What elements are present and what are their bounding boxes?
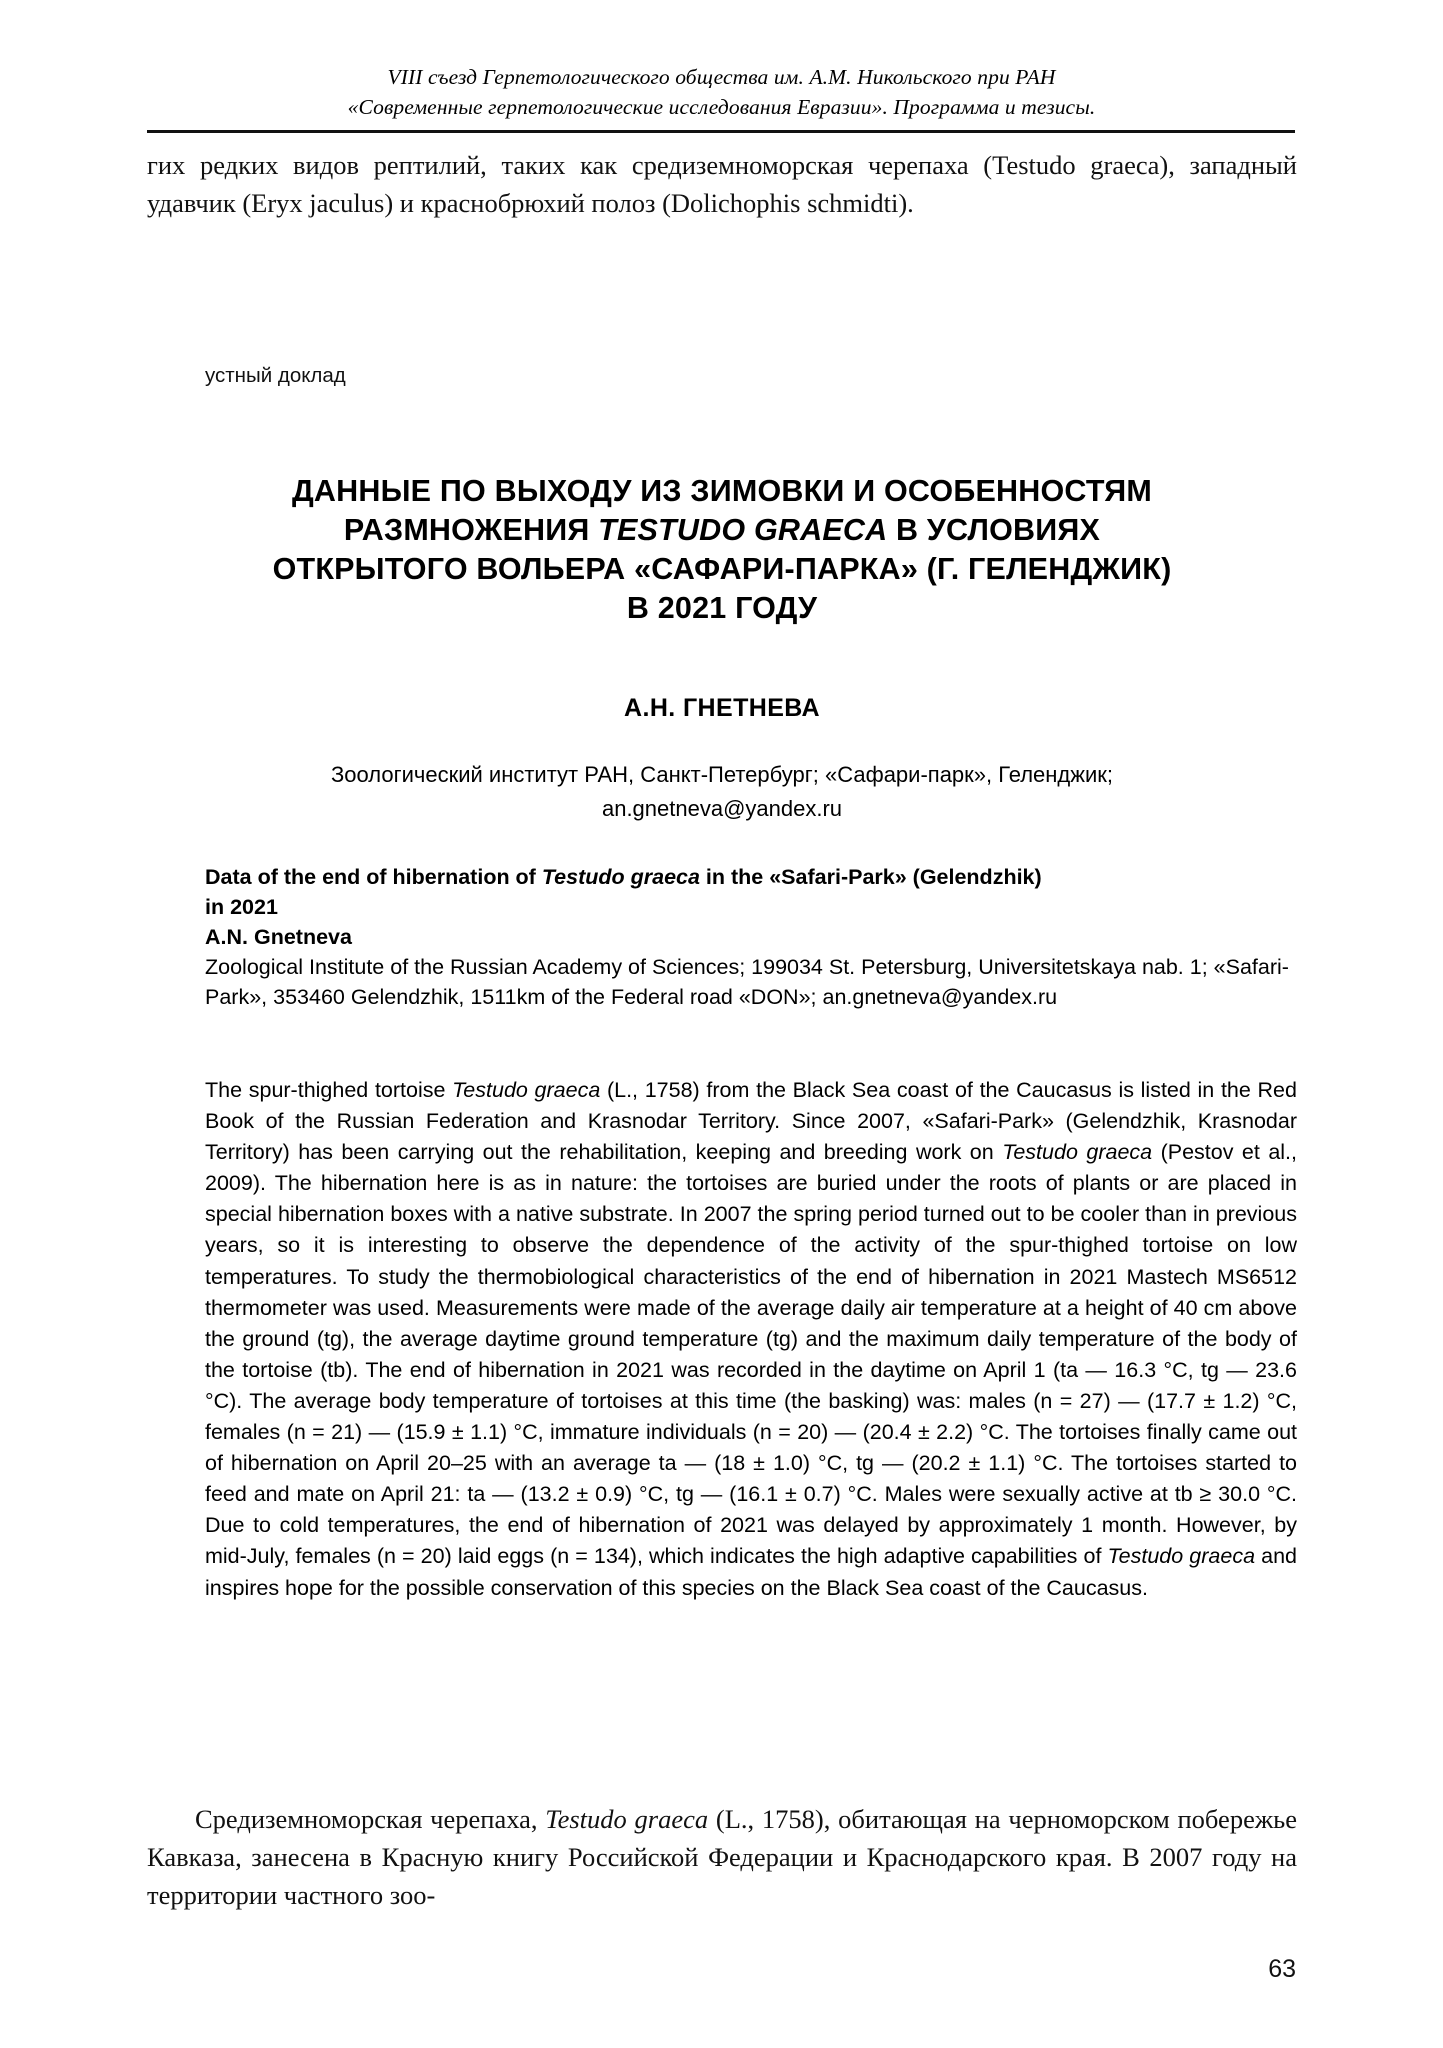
article-title-line-3: ОТКРЫТОГО ВОЛЬЕРА «САФАРИ-ПАРКА» (Г. ГЕЛЕНДЖИК) <box>272 552 1172 586</box>
english-abstract <box>205 1075 1297 1604</box>
body-paragraph-part-a: Средиземноморская черепаха, <box>195 1804 546 1834</box>
affiliation-english: Zoological Institute of the Russian Academy of Sciences; 199034 St. Petersburg, Universitetskaya nab. 1; «Safari-Park», 353460 Gelendzhik, 1511km of the Federal road «DON»; an.gnetneva@yandex.ru <box>205 955 1289 1009</box>
header-divider-rule <box>147 130 1295 133</box>
body-paragraph-species-name: Testudo graeca <box>545 1804 709 1834</box>
article-title-line-4: В 2021 ГОДУ <box>626 591 818 625</box>
english-abstract-species-2: Testudo graeca <box>1002 1140 1153 1165</box>
article-title-species-name: TESTUDO GRAECA <box>598 513 888 547</box>
english-title-species-name: Testudo graeca <box>541 865 700 889</box>
continued-paragraph-text: гих редких видов рептилий, таких как средиземноморская черепаха (Testudo graeca), западный удавчик (Eryx jaculus) и краснобрюхий полоз (Dolichophis schmidti). <box>147 150 1297 218</box>
affiliation-russian-line-1: Зоологический институт РАН, Санкт-Петербург; «Сафари-парк», Геленджик; <box>331 762 1113 787</box>
affiliation-russian <box>147 758 1297 826</box>
article-title-line-2-pre: РАЗМНОЖЕНИЯ <box>343 513 599 547</box>
english-abstract-part-a: The spur-thighed tortoise <box>205 1078 453 1102</box>
english-abstract-part-c: (Pestov et al., 2009). The hibernation here is as in nature: the tortoises are buried under the roots of plants or are placed in special hibernation boxes with a native substrate. In 2007 the spring period turned out to be cooler than in previous years, so it is interesting to observe the dependence of the activity of the spur-thighed tortoise on low temperatures. To study the thermobiological characteristics of the end of hibernation in 2021 Mastech MS6512 thermometer was used. Measurements were made of the average daily air temperature at a height of 40 cm above the ground (tg), the average daytime ground temperature (tg) and the maximum daily temperature of the body of the tortoise (tb). The end of hibernation in 2021 was recorded in the daytime on April 1 (ta — 16.3 °C, tg — 23.6 °C). The average body temperature of tortoises at this time (the basking) was: males (n = 27) — (17.7 ± 1.2) °C, females (n = 21) — (15.9 ± 1.1) °C, immature individuals (n = 20) — (20.4 ± 2.2) °C. The tortoises finally came out of hibernation on April 20–25 with an average ta — (18 ± 1.0) °C, tg — (20.2 ± 1.1) °C. The tortoises started to feed and mate on April 21: ta — (13.2 ± 0.9) °C, tg — (16.1 ± 0.7) °C. Males were sexually active at tb ≥ 30.0 °C. Due to cold temperatures, the end of hibernation of 2021 was delayed by approximately 1 month. However, by mid-July, females (n = 20) laid eggs (n = 134), which indicates the high adaptive capabilities of <box>205 1140 1298 1569</box>
affiliation-russian-email: an.gnetneva@yandex.ru <box>601 796 843 821</box>
english-abstract-part-b: (L., 1758) from the Black Sea coast of the Caucasus is listed in the Red Book of the Russian Federation and Krasnodar Territory. Since 2007, «Safari-Park» (Gelendzhik, Krasnodar Territory) has been carrying out the rehabilitation, keeping and breeding work on <box>205 1078 1297 1165</box>
running-header-line-2: «Современные герпетологические исследования Евразии». Программа и тезисы. <box>347 95 1096 119</box>
body-paragraph-russian <box>147 1800 1297 1914</box>
continued-paragraph-russian <box>147 146 1297 222</box>
english-abstract-species-3: Testudo graeca <box>1107 1544 1256 1569</box>
english-head-block <box>205 862 1295 1012</box>
author-name-russian: А.Н. ГНЕТНЕВА <box>624 694 820 722</box>
article-title-line-2-post: В УСЛОВИЯХ <box>887 513 1101 547</box>
body-paragraph-part-b: (L., 1758), обитающая на черноморском побережье Кавказа, занесена в Красную книгу Российской Федерации и Краснодарского края. В 2007 году на территории частного зоо- <box>147 1804 1297 1910</box>
english-abstract-part-d: and inspires hope for the possible conservation of this species on the Black Sea coast of the Caucasus. <box>205 1544 1297 1600</box>
english-title-pre: Data of the end of hibernation of <box>205 865 542 889</box>
english-title-post: in the «Safari-Park» (Gelendzhik) <box>699 865 1042 889</box>
article-title-line-1: ДАННЫЕ ПО ВЫХОДУ ИЗ ЗИМОВКИ И ОСОБЕННОСТЯМ <box>292 474 1152 508</box>
english-title <box>205 862 1295 922</box>
running-header-line-1: VIII съезд Герпетологического общества им. А.М. Никольского при РАН <box>387 65 1056 89</box>
english-abstract-species-1: Testudo graeca <box>452 1078 601 1102</box>
running-header <box>148 62 1295 122</box>
page-number: 63 <box>1268 1955 1296 1983</box>
article-title-line-2 <box>147 511 1297 550</box>
english-title-line-2: in 2021 <box>205 895 278 919</box>
presentation-type-label: устный доклад <box>205 364 346 387</box>
article-title-russian <box>147 472 1297 628</box>
author-name-english: A.N. Gnetneva <box>205 925 352 949</box>
